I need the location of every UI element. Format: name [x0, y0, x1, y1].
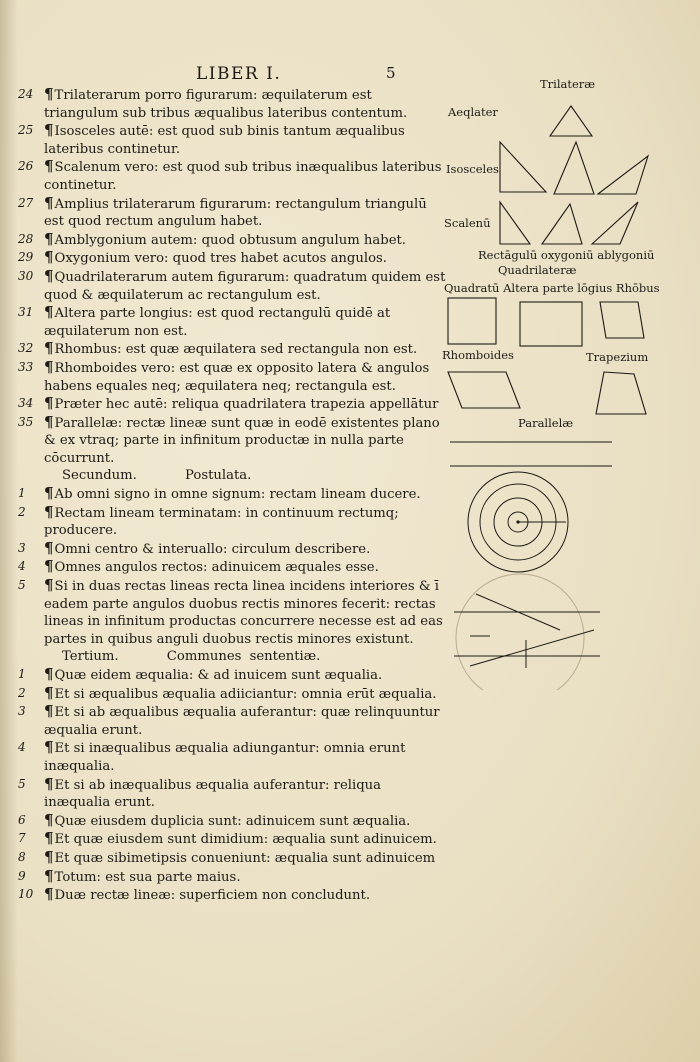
definition-item [18, 195, 446, 231]
common-notion-item [18, 666, 446, 685]
common-notion-item-text: Et si æqualibus æqualia adiiciantur: omnia erūt æqualia. [54, 686, 437, 702]
definition-item-text: Quadrilaterarum autem figurarum: quadratum quidem est quod & æquilaterum ac rectangulum est. [44, 269, 446, 303]
postulate-item-text: Si in duas rectas lineas recta linea incidens interiores & ī eadem parte angulos duobus rectis minores fecerit: rectas lineas in infinitum productas concurrere necesse est ad eas partes in quibus anguli duobus rectis minores existunt. [44, 579, 443, 647]
common-notion-item-text: Totum: est sua parte maius. [54, 869, 241, 885]
definition-item-text: Amplius trilaterarum figurarum: rectangulum triangulū est quod rectum angulum habet. [44, 196, 427, 230]
postulate-five-figure [454, 594, 600, 668]
common-notion-item-number: 3 [18, 704, 26, 719]
common-notion-item-text: Et quæ sibimetipsis conueniunt: æqualia sunt adinuicem [54, 850, 436, 866]
definition-item-number: 29 [18, 250, 34, 265]
label-quadrilaterae: Quadrilateræ [498, 263, 577, 277]
definition-item [18, 304, 446, 340]
definition-item-text: Præter hec autē: reliqua quadrilatera trapezia appellātur [54, 397, 439, 413]
definition-item-number: 35 [18, 414, 34, 429]
paragraph-mark-icon: ¶ [44, 702, 54, 721]
definition-item-number: 34 [18, 396, 34, 411]
sententiae-heading-left: Tertium. [62, 649, 119, 665]
definition-item [18, 414, 446, 468]
text-column [18, 86, 446, 905]
postulate-item-text: Ab omni signo in omne signum: rectam lineam ducere. [54, 487, 421, 503]
paragraph-mark-icon: ¶ [44, 303, 54, 322]
common-notion-item [18, 849, 446, 868]
definition-item-text: Oxygonium vero: quod tres habet acutos angulos. [54, 251, 387, 267]
paragraph-mark-icon: ¶ [44, 193, 54, 212]
faint-circle-showthrough [456, 574, 584, 690]
paragraph-mark-icon: ¶ [44, 85, 54, 103]
definition-item-text: Parallelæ: rectæ lineæ sunt quæ in eodē existentes plano & ex vtraq; parte in infinitum productæ in nulla parte cōcurrunt. [44, 415, 440, 466]
common-notion-item-number: 8 [18, 849, 26, 864]
common-notion-item-text: Quæ eidem æqualia: & ad inuicem sunt æqualia. [54, 668, 383, 683]
definition-item-number: 30 [18, 268, 34, 283]
paragraph-mark-icon: ¶ [44, 885, 54, 904]
postulate-item [18, 504, 446, 540]
rhomboid-figure [448, 372, 520, 408]
common-notion-item-text: Et si ab æqualibus æqualia auferantur: quæ relinquuntur æqualia erunt. [44, 705, 440, 738]
paragraph-mark-icon: ¶ [44, 484, 54, 503]
paragraph-mark-icon: ¶ [44, 502, 54, 521]
common-notion-item-number: 10 [18, 887, 34, 902]
common-notion-item [18, 886, 446, 905]
right-triangle [500, 202, 530, 244]
definition-item-number: 31 [18, 305, 34, 320]
common-notion-item-text: Et quæ eiusdem sunt dimidium: æqualia sunt adinuicem. [54, 832, 437, 848]
common-notion-item [18, 830, 446, 849]
label-quad-row: Quadratū Altera parte lōgius Rhōbus [444, 281, 660, 295]
common-notion-item [18, 739, 446, 775]
oblong-figure [520, 302, 582, 346]
paragraph-mark-icon: ¶ [44, 829, 54, 848]
common-notion-item-number: 4 [18, 740, 26, 755]
common-notion-item-number: 6 [18, 812, 26, 827]
definition-item-text: Scalenum vero: est quod sub tribus inæqualibus lateribus continetur. [44, 160, 442, 193]
sententiae-list [18, 666, 446, 905]
label-aequilaterum: Aeqlater [448, 105, 498, 119]
definition-item-text: Isosceles autē: est quod sub binis tantum æqualibus lateribus continetur. [44, 124, 405, 157]
definition-item [18, 268, 446, 304]
common-notion-item-number: 7 [18, 831, 26, 846]
paragraph-mark-icon: ¶ [44, 394, 54, 413]
definition-item-number: 32 [18, 341, 34, 356]
definition-item-text: Amblygonium autem: quod obtusum angulum habet. [54, 232, 406, 248]
paragraph-mark-icon: ¶ [44, 248, 54, 267]
definition-item-text: Rhomboides vero: est quæ ex opposito latera & angulos habens equales neq; æquilatera neq; rectangula est. [44, 360, 430, 394]
paragraph-mark-icon: ¶ [44, 683, 54, 702]
paragraph-mark-icon: ¶ [44, 576, 54, 595]
trapezium-figure [596, 372, 646, 414]
figures-margin [440, 70, 690, 690]
isosceles-triangle [554, 142, 594, 194]
label-trilaterae: Trilateræ [540, 77, 596, 91]
common-notion-item-number: 1 [18, 667, 26, 681]
common-notion-item [18, 812, 446, 831]
paragraph-mark-icon: ¶ [44, 121, 54, 140]
folio-number: 5 [386, 64, 396, 82]
isosceles-obtuse-triangle [598, 156, 648, 194]
definition-item-text: Trilaterarum porro figurarum: æquilaterum est triangulum sub tribus æqualibus lateribus contentum. [44, 88, 408, 121]
common-notion-item-text: Quæ eiusdem duplicia sunt: adinuicem sunt æqualia. [54, 813, 411, 829]
oxygonium-triangle [542, 204, 582, 244]
definition-item [18, 122, 446, 158]
common-notion-item-number: 2 [18, 685, 26, 700]
postulata-heading-right: Postulata. [185, 468, 252, 484]
definition-item [18, 231, 446, 250]
definition-item [18, 359, 446, 395]
paragraph-mark-icon: ¶ [44, 866, 54, 885]
definition-item-number: 28 [18, 231, 34, 246]
paragraph-mark-icon: ¶ [44, 738, 54, 757]
paragraph-mark-icon: ¶ [44, 357, 54, 376]
paragraph-mark-icon: ¶ [44, 538, 54, 557]
definition-item-text: Altera parte longius: est quod rectangulū quidē at æquilaterum non est. [44, 306, 391, 339]
book-title: LIBER I. [196, 64, 282, 84]
definition-item [18, 340, 446, 359]
common-notion-item-text: Et si ab inæqualibus æqualia auferantur: reliqua inæqualia erunt. [44, 777, 382, 811]
postulate-item-text: Omnes angulos rectos: adinuicem æquales esse. [54, 560, 379, 576]
definition-item [18, 249, 446, 268]
paragraph-mark-icon: ¶ [44, 847, 54, 866]
postulate-item [18, 577, 446, 648]
definition-item-number: 33 [18, 359, 34, 374]
paragraph-mark-icon: ¶ [44, 774, 54, 793]
concentric-circles [468, 472, 568, 572]
definition-item-number: 24 [18, 87, 34, 101]
label-parallelae: Parallelæ [518, 416, 574, 430]
postulate-item-text: Rectam lineam terminatam: in continuum rectumq; producere. [44, 505, 399, 539]
label-scalenum: Scalenū [444, 216, 491, 230]
postulate-item [18, 485, 446, 504]
postulate-item-number: 2 [18, 504, 26, 519]
postulate-item-number: 3 [18, 540, 26, 555]
paragraph-mark-icon: ¶ [44, 229, 54, 248]
label-rhomboides: Rhomboides [442, 348, 514, 362]
common-notion-item-text: Duæ rectæ lineæ: superficiem non concludunt. [54, 888, 371, 904]
rhombus-figure [600, 302, 644, 338]
common-notion-item-number: 9 [18, 868, 26, 883]
label-isosceles: Isosceles [446, 162, 499, 176]
sententiae-heading [18, 648, 446, 666]
margin-figures-svg [440, 70, 690, 690]
paragraph-mark-icon: ¶ [44, 665, 54, 683]
postulate-item-number: 5 [18, 578, 26, 593]
common-notion-item-number: 5 [18, 776, 26, 791]
page-shadow [0, 0, 18, 1062]
definitions-list [18, 86, 446, 467]
running-header [196, 64, 426, 86]
paragraph-mark-icon: ¶ [44, 339, 54, 358]
equilateral-triangle [550, 106, 592, 136]
label-trapezium: Trapezium [586, 350, 649, 364]
postulate-item-text: Omni centro & interuallo: circulum describere. [54, 541, 371, 557]
definition-item-number: 25 [18, 123, 34, 138]
common-notion-item [18, 703, 446, 739]
paragraph-mark-icon: ¶ [44, 266, 54, 285]
postulata-heading-left: Secundum. [62, 468, 137, 484]
postulata-list [18, 485, 446, 648]
definition-item-number: 26 [18, 159, 34, 174]
postulate-item [18, 558, 446, 577]
common-notion-item [18, 868, 446, 887]
paragraph-mark-icon: ¶ [44, 557, 54, 576]
definition-item-number: 27 [18, 195, 34, 210]
postulate-item-number: 1 [18, 486, 26, 501]
definition-item [18, 395, 446, 414]
definition-item [18, 158, 446, 194]
postulata-heading [18, 467, 446, 485]
definition-item-text: Rhombus: est quæ æquilatera sed rectangula non est. [54, 342, 418, 358]
label-rect-row: Rectāgulū oxygoniū ablygoniū [478, 248, 655, 262]
common-notion-item [18, 776, 446, 812]
common-notion-item-text: Et si inæqualibus æqualia adiungantur: omnia erunt inæqualia. [44, 741, 406, 774]
isosceles-right-triangle [500, 142, 546, 192]
postulate-item [18, 540, 446, 559]
postulate-item-number: 4 [18, 559, 26, 574]
square-figure [448, 298, 496, 344]
paragraph-mark-icon: ¶ [44, 810, 54, 829]
paragraph-mark-icon: ¶ [44, 157, 54, 176]
amblygonium-triangle [592, 202, 638, 244]
paragraph-mark-icon: ¶ [44, 412, 54, 431]
definition-item [18, 86, 446, 122]
common-notion-item [18, 685, 446, 704]
sententiae-heading-right: Communes sententiæ. [166, 649, 321, 665]
